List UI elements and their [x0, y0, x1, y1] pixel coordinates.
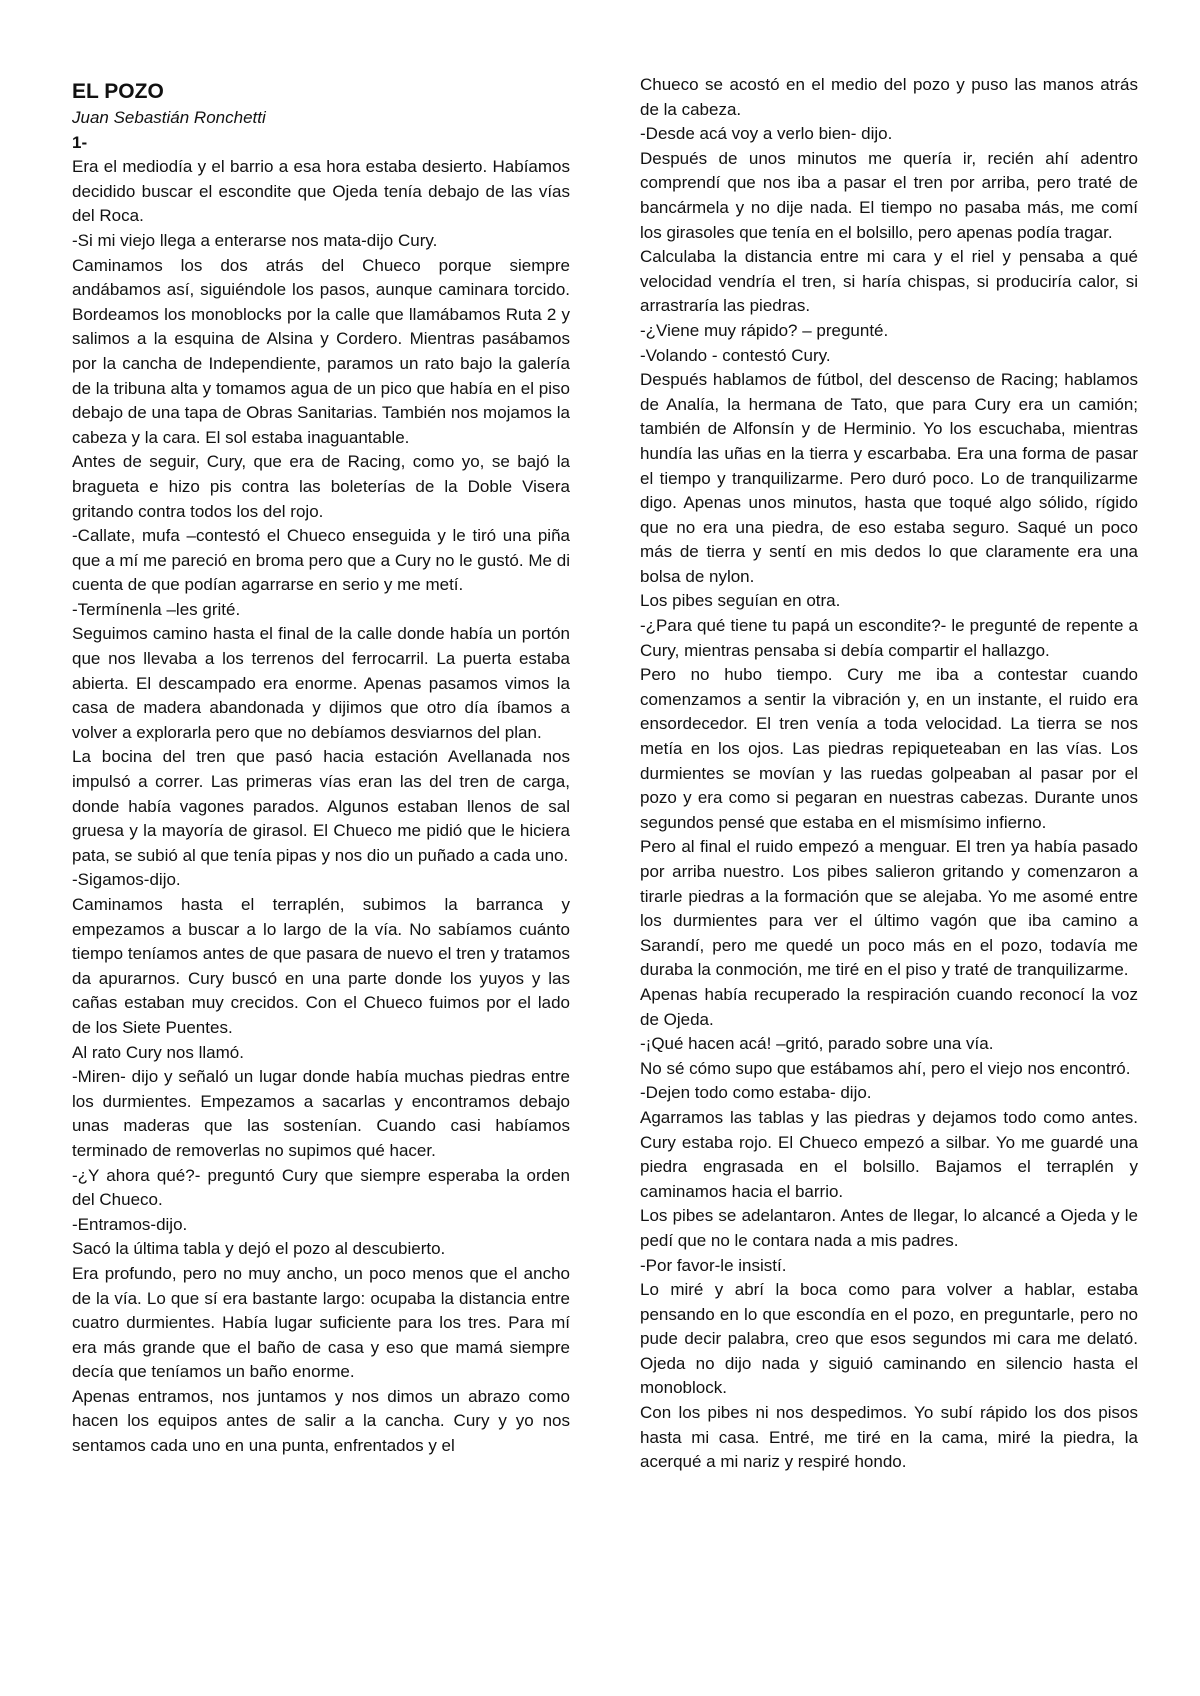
paragraph: -¿Para qué tiene tu papá un escondite?- le pregunté de repente a Cury, mientras pensaba si debía compartir el hallazgo. [640, 616, 1138, 660]
paragraph: Después hablamos de fútbol, del descenso de Racing; hablamos de Analía, la hermana de Tato, que para Cury era un camión; también de Alfonsín y de Herminio. Yo los escuchaba, mientras hundía las uñas en la tierra y escarbaba. Era una forma de pasar el tiempo y tranquilizarme. Pero duró poco. Lo de tranquilizarme digo. Apenas unos minutos, hasta que toqué algo sólido, rígido que no era una piedra, de eso estaba seguro. Saqué un poco más de tierra y sentí en mis dedos lo que claramente era una bolsa de nylon. [640, 370, 1138, 586]
paragraph: Los pibes se adelantaron. Antes de llegar, lo alcancé a Ojeda y le pedí que no le contara nada a mis padres. [640, 1206, 1138, 1250]
paragraph: Caminamos los dos atrás del Chueco porque siempre andábamos así, siguiéndole los pasos, aunque caminara torcido. Bordeamos los monoblocks por la calle que llamábamos Ruta 2 y salimos a la esquina de Alsina y Cordero. Mientras pasábamos por la cancha de Independiente, paramos un rato bajo la galería de la tribuna alta y tomamos agua de un pico que había en el piso debajo de una tapa de Obras Sanitarias. También nos mojamos la cabeza y la cara. El sol estaba inaguantable. [72, 255, 570, 447]
left-column-text [72, 155, 570, 1458]
paragraph: -Callate, mufa –contestó el Chueco enseguida y le tiró una piña que a mí me pareció en broma pero que a Cury no le gustó. Me di cuenta de que podían agarrarse en serio y me metí. [72, 526, 570, 595]
paragraph: Calculaba la distancia entre mi cara y el riel y pensaba a qué velocidad vendría el tren, si haría chispas, si produciría calor, si arrastraría las piedras. [640, 247, 1138, 316]
paragraph: Pero al final el ruido empezó a menguar. El tren ya había pasado por arriba nuestro. Los pibes salieron gritando y comenzaron a tirarle piedras a la formación que se alejaba. Yo me asomé entre los durmientes para ver el último vagón que iba camino a Sarandí, pero me quedé un poco más en el pozo, todavía me duraba la conmoción, me tiré en el piso y traté de tranquilizarme. [640, 837, 1138, 980]
paragraph: Pero no hubo tiempo. Cury me iba a contestar cuando comenzamos a sentir la vibración y, en un instante, el ruido era ensordecedor. El tren venía a toda velocidad. La tierra se nos metía en los ojos. Las piedras repiqueteaban en las vías. Los durmientes se movían y las ruedas golpeaban al pasar por el pozo y era como si pegaran en nuestras cabezas. Durante unos segundos pensé que estaba en el mismísimo infierno. [640, 665, 1138, 832]
paragraph: Chueco se acostó en el medio del pozo y puso las manos atrás de la cabeza. [640, 75, 1138, 119]
paragraph: -Si mi viejo llega a enterarse nos mata-dijo Cury. [72, 230, 438, 250]
paragraph: Con los pibes ni nos despedimos. Yo subí rápido los dos pisos hasta mi casa. Entré, me tiré en la cama, miré la piedra, la acerqué a mi nariz y respiré hondo. [640, 1403, 1138, 1472]
paragraph: -Dejen todo como estaba- dijo. [640, 1083, 872, 1103]
section-number: 1- [72, 132, 88, 152]
paragraph: Sacó la última tabla y dejó el pozo al descubierto. [72, 1239, 446, 1259]
paragraph: -Entramos-dijo. [72, 1214, 188, 1234]
paragraph: No sé cómo supo que estábamos ahí, pero el viejo nos encontró. [640, 1058, 1131, 1078]
right-column-text [640, 73, 1138, 1475]
paragraph: -¿Viene muy rápido? – pregunté. [640, 320, 889, 340]
paragraph: -¡Qué hacen acá! –gritó, parado sobre una vía. [640, 1034, 994, 1054]
paragraph: Apenas había recuperado la respiración cuando reconocí la voz de Ojeda. [640, 984, 1138, 1029]
paragraph: Después de unos minutos me quería ir, recién ahí adentro comprendí que nos iba a pasar el tren por arriba, pero traté de bancármela y no dije nada. El tiempo no pasaba más, me comí los girasoles que tenía en el bolsillo, pero apenas podía tragar. [640, 148, 1138, 242]
paragraph: -Sigamos-dijo. [72, 870, 181, 890]
paragraph: Apenas entramos, nos juntamos y nos dimos un abrazo como hacen los equipos antes de salir a la cancha. Cury y yo nos sentamos cada uno en una punta, enfrentados y el [72, 1386, 570, 1456]
right-column [640, 73, 1138, 1475]
paragraph: -Volando - contestó Cury. [640, 345, 831, 365]
paragraph: -Termínenla –les grité. [72, 599, 241, 619]
paragraph: Era profundo, pero no muy ancho, un poco menos que el ancho de la vía. Lo que sí era bastante largo: ocupaba la distancia entre cuatro durmientes. Había lugar suficiente para los tres. Para mí era más grande que el baño de casa y eso que mamá siempre decía que teníamos un baño enorme. [72, 1263, 570, 1382]
left-column [72, 70, 570, 1459]
paragraph: Seguimos camino hasta el final de la calle donde había un portón que nos llevaba a los terrenos del ferrocarril. La puerta estaba abierta. El descampado era enorme. Apenas pasamos vimos la casa de madera abandonada y dijimos que otro día íbamos a volver a explorarla pero que no debíamos desviarnos del plan. [72, 624, 570, 742]
paragraph: -Por favor-le insistí. [640, 1255, 787, 1275]
paragraph: -Miren- dijo y señaló un lugar donde había muchas piedras entre los durmientes. Empezamos a sacarlas y encontramos debajo unas maderas que las sostenían. Cuando casi habíamos terminado de removerlas no supimos qué hacer. [72, 1067, 570, 1160]
paragraph: Al rato Cury nos llamó. [72, 1042, 244, 1062]
paragraph: Era el mediodía y el barrio a esa hora estaba desierto. Habíamos decidido buscar el escondite que Ojeda tenía debajo de las vías del Roca. [72, 157, 570, 226]
paragraph: Agarramos las tablas y las piedras y dejamos todo como antes. Cury estaba rojo. El Chueco empezó a silbar. Yo me guardé una piedra engrasada en el bolsillo. Bajamos el terraplén y caminamos hacia el barrio. [640, 1107, 1138, 1201]
paragraph: Antes de seguir, Cury, que era de Racing, como yo, se bajó la bragueta e hizo pis contra las boleterías de la Doble Visera gritando contra todos los del rojo. [72, 452, 570, 521]
paragraph: -Desde acá voy a verlo bien- dijo. [640, 124, 893, 144]
paragraph: -¿Y ahora qué?- preguntó Cury que siempre esperaba la orden del Chueco. [72, 1165, 570, 1210]
story-title: EL POZO [72, 80, 164, 103]
paragraph: La bocina del tren que pasó hacia estación Avellanada nos impulsó a correr. Las primeras vías eran las del tren de carga, donde había vagones parados. Algunos estaban llenos de sal gruesa y la mayoría de girasol. El Chueco me pidió que le hiciera pata, se subió al que tenía pipas y nos dio un puñado a cada uno. [72, 747, 570, 865]
paragraph: Lo miré y abrí la boca como para volver a hablar, estaba pensando en lo que escondía en el pozo, en preguntarle, pero no pude decir palabra, creo que esos segundos mi cara me delató. Ojeda no dijo nada y siguió caminando en silencio hasta el monoblock. [640, 1280, 1138, 1398]
paragraph: Los pibes seguían en otra. [640, 591, 841, 611]
story-author: Juan Sebastián Ronchetti [72, 108, 266, 127]
paragraph: Caminamos hasta el terraplén, subimos la barranca y empezamos a buscar a lo largo de la vía. No sabíamos cuánto tiempo teníamos antes de que pasara de nuevo el tren y tratamos da apurarnos. Cury buscó en una parte donde los yuyos y las cañas estaban muy crecidos. Con el Chueco fuimos por el lado de los Siete Puentes. [72, 895, 570, 1037]
